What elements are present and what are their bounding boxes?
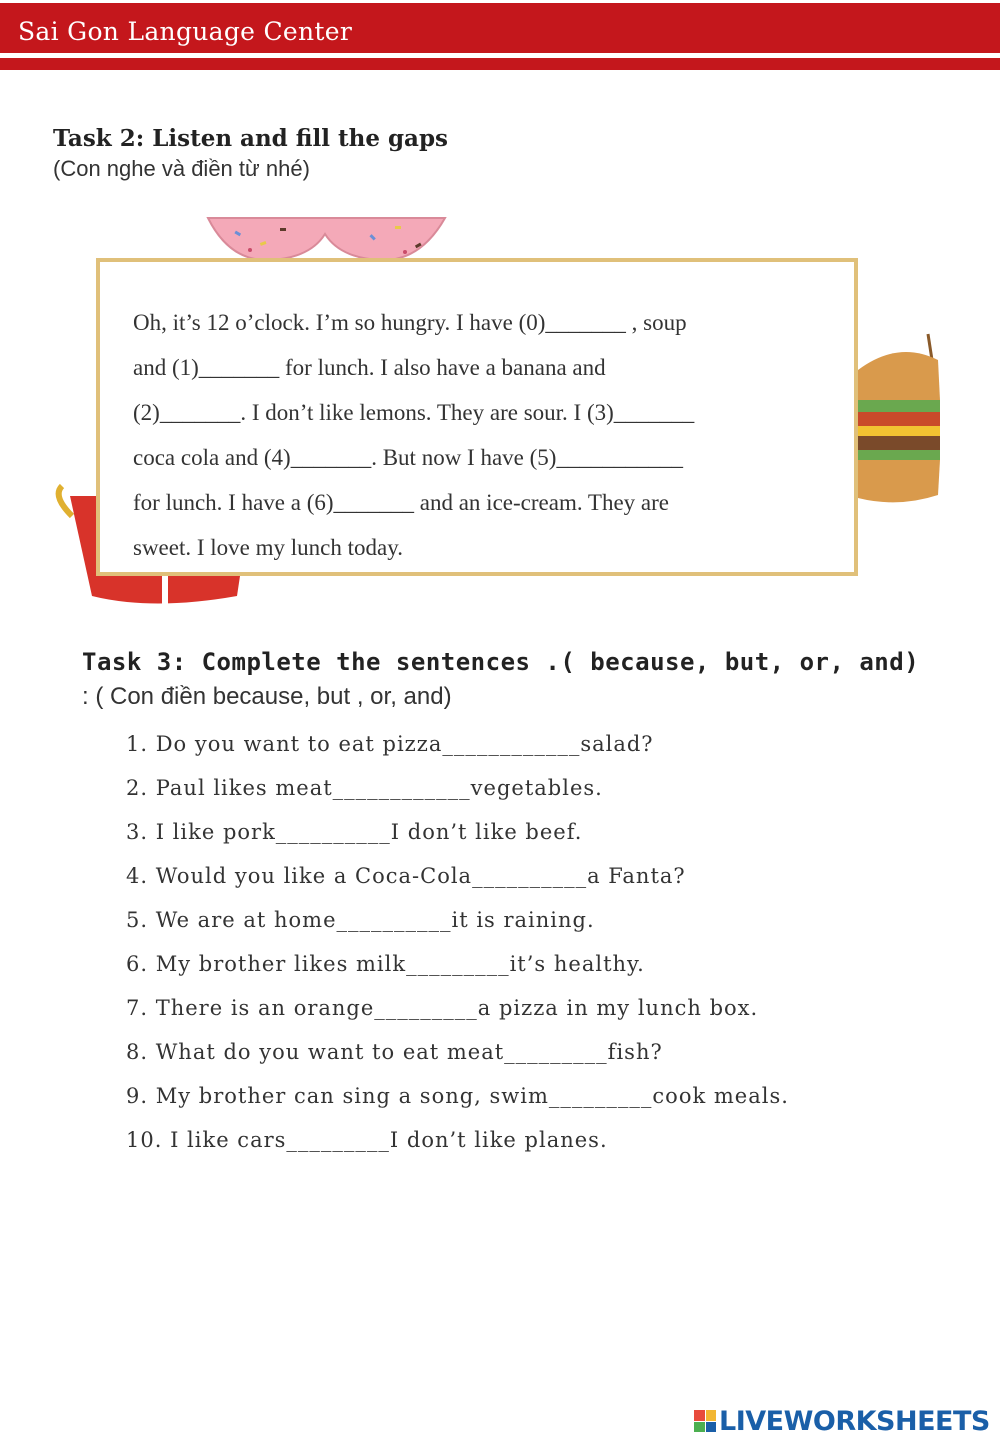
header-title: Sai Gon Language Center [18,17,353,46]
donut-illustration [200,214,450,264]
task2-subtitle: (Con nghe và điền từ nhé) [53,156,310,181]
sentence-item-1: 1. Do you want to eat pizza____________salad? [126,732,654,756]
sentence-item-6: 6. My brother likes milk_________it’s healthy. [126,952,645,976]
sentence-item-3: 3. I like pork__________I don’t like beef. [126,820,583,844]
paragraph-line-4: coca cola and (4)_______. But now I have (5)___________ [133,445,683,470]
paragraph-line-3: (2)_______. I don’t like lemons. They are sour. I (3)_______ [133,400,695,425]
sentence-item-7: 7. There is an orange_________a pizza in my lunch box. [126,996,759,1020]
sentence-item-5: 5. We are at home__________it is raining. [126,908,595,932]
liveworksheets-logo-icon [694,1410,716,1432]
task3-subtitle: : ( Con điền because, but , or, and) [82,683,452,710]
paragraph-line-1: Oh, it’s 12 o’clock. I’m so hungry. I have (0)_______ , soup [133,310,687,335]
sentence-item-10: 10. I like cars_________I don’t like planes. [126,1128,608,1152]
header-divider [0,58,1000,70]
paragraph-line-5: for lunch. I have a (6)_______ and an ice-cream. They are [133,490,669,515]
task3-title: Task 3: Complete the sentences .( because, but, or, and) [82,648,920,676]
sentence-item-4: 4. Would you like a Coca-Cola__________a Fanta? [126,864,686,888]
sentence-item-2: 2. Paul likes meat____________vegetables. [126,776,603,800]
task2-title: Task 2: Listen and fill the gaps [53,125,448,152]
paragraph-line-2: and (1)_______ for lunch. I also have a banana and [133,355,606,380]
liveworksheets-logo [694,1405,990,1437]
sentence-item-8: 8. What do you want to eat meat_________fish? [126,1040,663,1064]
paragraph-line-6: sweet. I love my lunch today. [133,535,403,560]
burger-illustration [858,330,948,510]
sentence-item-9: 9. My brother can sing a song, swim_________cook meals. [126,1084,789,1108]
liveworksheets-logo-text: LIVEWORKSHEETS [719,1405,990,1437]
header-bar [0,3,1000,53]
